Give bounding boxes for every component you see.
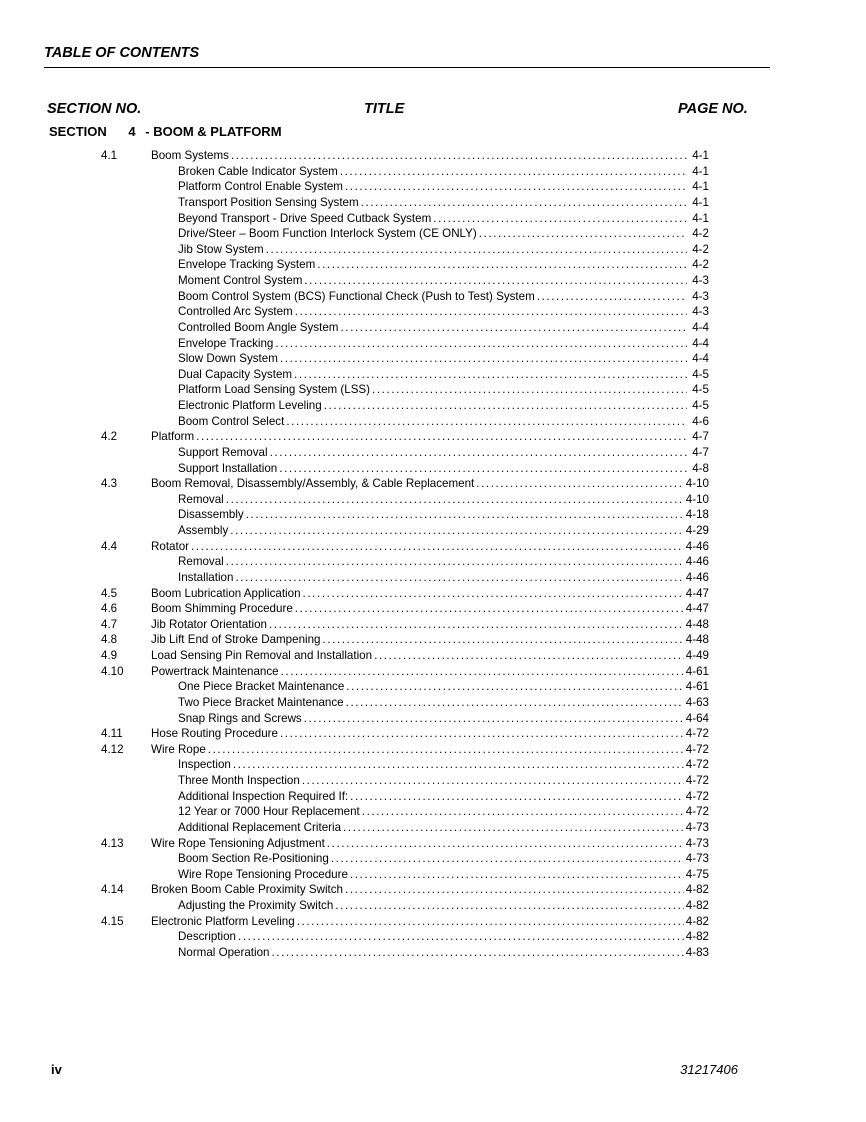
dot-leader <box>280 726 684 742</box>
toc-entry-page[interactable]: 4-4 <box>692 336 709 350</box>
toc-entry-page[interactable]: 4-4 <box>692 352 709 366</box>
toc-entry-title[interactable]: Boom Section Re-Positioning <box>178 852 329 866</box>
dot-leader <box>281 664 684 680</box>
toc-entry-page[interactable]: 4-82 <box>685 883 709 897</box>
dot-leader <box>317 257 687 273</box>
dot-leader <box>479 226 687 242</box>
toc-entry-line <box>178 445 709 461</box>
toc-entry-title[interactable]: Installation <box>178 570 234 584</box>
toc-entry[interactable] <box>0 601 866 617</box>
toc-entry-line <box>178 820 709 836</box>
toc-entry-line <box>151 664 709 680</box>
toc-entry[interactable] <box>0 898 866 914</box>
toc-entry-title[interactable]: Envelope Tracking System <box>178 258 316 272</box>
dot-leader <box>233 757 684 773</box>
dot-leader <box>196 429 687 445</box>
toc-entry-page[interactable]: 4-5 <box>692 367 709 381</box>
toc-entry-page[interactable]: 4-7 <box>692 445 709 459</box>
toc-entry-page[interactable]: 4-1 <box>692 180 709 194</box>
toc-entry-title[interactable]: Electronic Platform Leveling <box>151 914 295 928</box>
toc-entry[interactable] <box>0 679 866 695</box>
toc-entry-title[interactable]: Boom Control System (BCS) Functional Check (Push to Test) System <box>178 289 535 303</box>
toc-entry-line <box>151 742 709 758</box>
header-rule <box>44 67 770 68</box>
toc-entry-page[interactable]: 4-72 <box>685 758 709 772</box>
toc-entry-line <box>178 711 709 727</box>
toc-entry-page[interactable]: 4-72 <box>685 742 709 756</box>
toc-entry-line <box>178 554 709 570</box>
toc-entry[interactable] <box>0 273 866 289</box>
toc-entry[interactable] <box>0 476 866 492</box>
toc-entry[interactable] <box>0 726 866 742</box>
toc-entry-page[interactable]: 4-64 <box>685 711 709 725</box>
toc-entry-page[interactable]: 4-5 <box>692 399 709 412</box>
toc-entry[interactable] <box>0 211 866 227</box>
footer-doc-number: 31217406 <box>680 1062 738 1077</box>
dot-leader <box>231 148 687 164</box>
dot-leader <box>433 211 687 227</box>
toc-entry-page[interactable]: 4-49 <box>685 649 709 662</box>
toc-entry[interactable] <box>0 226 866 242</box>
dot-leader <box>295 601 684 617</box>
toc-entry[interactable] <box>0 414 866 430</box>
dot-leader <box>238 929 684 945</box>
toc-entry[interactable] <box>0 554 866 570</box>
toc-entry[interactable] <box>0 929 866 945</box>
dot-leader <box>340 164 687 180</box>
toc-entry-number: 4.10 <box>101 664 124 678</box>
toc-entry-line <box>178 570 709 586</box>
toc-entry-line <box>151 914 709 930</box>
toc-entry-page[interactable]: 4-61 <box>685 680 709 694</box>
toc-entry-number: 4.3 <box>101 477 118 491</box>
section-heading <box>49 124 282 139</box>
toc-entry[interactable] <box>0 257 866 273</box>
toc-entry-title[interactable]: Additional Inspection Required If: <box>178 789 349 803</box>
toc-entry[interactable] <box>0 664 866 680</box>
toc-entry[interactable] <box>0 445 866 461</box>
dot-leader <box>340 320 687 336</box>
toc-entry[interactable] <box>0 570 866 586</box>
section-number: 4 <box>128 124 136 139</box>
toc-entry-title[interactable]: Rotator <box>151 539 190 553</box>
toc-entry-page[interactable]: 4-7 <box>692 430 709 444</box>
section-label: SECTION <box>49 124 107 139</box>
toc-entry-line <box>151 882 709 898</box>
toc-entry-page[interactable]: 4-48 <box>685 617 709 631</box>
toc-entry-page[interactable]: 4-73 <box>685 852 709 866</box>
toc-entry-page[interactable]: 4-4 <box>692 320 709 334</box>
dot-leader <box>272 945 684 961</box>
toc-entry-page[interactable]: 4-2 <box>692 242 709 256</box>
column-heading-section-no: SECTION NO. <box>47 101 142 117</box>
column-heading-page-no: PAGE NO. <box>678 101 748 117</box>
toc-entry-line <box>178 507 709 523</box>
toc-entry-page[interactable]: 4-46 <box>685 555 709 569</box>
dot-leader <box>286 414 687 430</box>
toc-entry[interactable] <box>0 336 866 352</box>
toc-entry[interactable] <box>0 836 866 852</box>
toc-entry[interactable] <box>0 695 866 711</box>
toc-entry-line <box>178 226 709 242</box>
toc-entry[interactable] <box>0 820 866 836</box>
dot-leader <box>324 398 687 414</box>
toc-entry[interactable] <box>0 914 866 930</box>
toc-entry[interactable] <box>0 195 866 211</box>
toc-entry-line <box>178 242 709 258</box>
toc-entry-number: 4.1 <box>101 149 118 162</box>
toc-entry-line <box>178 492 709 508</box>
toc-entry-page[interactable]: 4-82 <box>685 899 709 912</box>
column-heading-title: TITLE <box>364 101 405 117</box>
toc-entry-title[interactable]: Boom Systems <box>151 149 229 162</box>
toc-entry-line <box>178 179 709 195</box>
toc-entry-line <box>178 414 709 430</box>
toc-entry[interactable] <box>0 711 866 727</box>
dot-leader <box>294 367 687 383</box>
dot-leader <box>345 882 684 898</box>
toc-entry-line <box>178 382 709 398</box>
dot-leader <box>362 804 684 820</box>
dot-leader <box>343 820 684 836</box>
toc-entry-line <box>178 304 709 320</box>
toc-entry-page[interactable]: 4-29 <box>685 524 709 537</box>
toc-entry-title[interactable]: Disassembly <box>178 508 244 522</box>
toc-entry-title[interactable]: Jib Lift End of Stroke Dampening <box>151 633 321 647</box>
toc-entry-page[interactable]: 4-1 <box>692 211 709 225</box>
toc-entry[interactable] <box>0 304 866 320</box>
toc-entry-line <box>151 617 709 633</box>
toc-entry-title[interactable]: Transport Position Sensing System <box>178 195 359 209</box>
toc-entry-page[interactable]: 4-5 <box>692 383 709 397</box>
toc-entry-number: 4.14 <box>101 883 124 897</box>
toc-entry[interactable] <box>0 539 866 555</box>
dot-leader <box>331 851 684 867</box>
toc-entry[interactable] <box>0 648 866 664</box>
dot-leader <box>270 445 687 461</box>
toc-entry[interactable] <box>0 492 866 508</box>
toc-entry-title[interactable]: Inspection <box>178 758 231 772</box>
toc-entry-title[interactable]: Hose Routing Procedure <box>151 727 278 741</box>
toc-entry-title[interactable]: Platform Load Sensing System (LSS) <box>178 383 371 397</box>
toc-entry-line <box>151 726 709 742</box>
toc-entry[interactable] <box>0 632 866 648</box>
dot-leader <box>208 742 684 758</box>
dot-leader <box>537 289 687 305</box>
toc-entry-title[interactable]: Envelope Tracking <box>178 336 274 350</box>
toc-entry[interactable] <box>0 351 866 367</box>
toc-entry-page[interactable]: 4-10 <box>685 492 709 506</box>
dot-leader <box>304 711 684 727</box>
toc-entry[interactable] <box>0 757 866 773</box>
dot-leader <box>275 336 687 352</box>
dot-leader <box>226 492 684 508</box>
dot-leader <box>191 539 684 555</box>
dot-leader <box>346 679 684 695</box>
toc-entry-line <box>178 945 709 961</box>
toc-entry-title[interactable]: Assembly <box>178 524 229 537</box>
toc-entry-title[interactable]: Controlled Arc System <box>178 305 293 319</box>
toc-entry-page[interactable]: 4-72 <box>685 805 709 819</box>
dot-leader <box>327 836 684 852</box>
toc-entry-title[interactable]: Slow Down System <box>178 352 278 366</box>
toc-entry[interactable] <box>0 867 866 883</box>
toc-entry-number: 4.15 <box>101 914 124 928</box>
toc-entry-page[interactable]: 4-46 <box>685 570 709 584</box>
toc-entry-page[interactable]: 4-3 <box>692 305 709 319</box>
toc-entry-page[interactable]: 4-75 <box>685 867 709 881</box>
toc-entry-line <box>151 539 709 555</box>
toc-entry-number: 4.12 <box>101 742 124 756</box>
toc-entry[interactable] <box>0 773 866 789</box>
toc-entry-line <box>151 601 709 617</box>
toc-entry-page[interactable]: 4-6 <box>692 414 709 428</box>
toc-entry-line <box>151 648 709 664</box>
toc-entry-line <box>178 929 709 945</box>
dot-leader <box>346 695 684 711</box>
toc-entry[interactable] <box>0 367 866 383</box>
toc-entry-page[interactable]: 4-1 <box>692 164 709 178</box>
toc-entry-page[interactable]: 4-72 <box>685 789 709 803</box>
toc-entry-line <box>151 836 709 852</box>
toc-entry-page[interactable]: 4-2 <box>692 258 709 272</box>
toc-entry-line <box>178 211 709 227</box>
toc-entry[interactable] <box>0 289 866 305</box>
toc-entry-line <box>151 429 709 445</box>
toc-entry-number: 4.5 <box>101 586 118 600</box>
toc-entry-title[interactable]: Controlled Boom Angle System <box>178 320 339 334</box>
dot-leader <box>345 179 687 195</box>
toc-entry-title[interactable]: Removal <box>178 492 224 506</box>
toc-entry[interactable] <box>0 742 866 758</box>
toc-entry-line <box>178 367 709 383</box>
toc-entry-line <box>178 351 709 367</box>
dot-leader <box>323 632 684 648</box>
footer-page-label: iv <box>51 1062 62 1077</box>
toc-entry-line <box>151 632 709 648</box>
toc-entry-title[interactable]: Platform <box>151 430 195 444</box>
toc-entry-page[interactable]: 4-1 <box>692 149 709 162</box>
toc-entry-title[interactable]: Removal <box>178 555 224 569</box>
dot-leader <box>266 242 687 258</box>
toc-entry-line <box>151 476 709 492</box>
dot-leader <box>279 461 687 477</box>
toc-entry-number: 4.4 <box>101 539 118 553</box>
toc-entry-line <box>151 586 709 602</box>
dot-leader <box>302 773 684 789</box>
toc-entry-page[interactable]: 4-72 <box>685 727 709 741</box>
dot-leader <box>303 586 684 602</box>
dot-leader <box>226 554 684 570</box>
toc-entry[interactable] <box>0 804 866 820</box>
toc-entry-line <box>178 695 709 711</box>
toc-entry-line <box>178 164 709 180</box>
dot-leader <box>350 867 684 883</box>
toc-entry-line <box>178 336 709 352</box>
toc-entry-line <box>178 320 709 336</box>
toc-entry-title[interactable]: Boom Shimming Procedure <box>151 602 293 616</box>
toc-entry-title[interactable]: Powertrack Maintenance <box>151 664 279 678</box>
toc-entry-line <box>178 757 709 773</box>
toc-entry-page[interactable]: 4-73 <box>685 836 709 850</box>
toc-entry-title[interactable]: Boom Lubrication Application <box>151 586 301 600</box>
toc-entry-title[interactable]: Description <box>178 930 236 944</box>
toc-entry-page[interactable]: 4-73 <box>685 820 709 834</box>
toc-entry-number: 4.6 <box>101 602 118 616</box>
toc-entry-line <box>178 273 709 289</box>
toc-entry-title[interactable]: Adjusting the Proximity Switch <box>178 899 334 912</box>
toc-entry-page[interactable]: 4-3 <box>692 274 709 287</box>
toc-entry-title[interactable]: Drive/Steer – Boom Function Interlock System (CE ONLY) <box>178 227 477 241</box>
toc-entry-title[interactable]: Boom Removal, Disassembly/Assembly, & Cable Replacement <box>151 477 475 491</box>
toc-entry-title[interactable]: Support Installation <box>178 461 278 475</box>
dot-leader <box>269 617 684 633</box>
toc-entry-page[interactable]: 4-47 <box>685 586 709 600</box>
toc-entry-line <box>178 789 709 805</box>
toc-entry-page[interactable]: 4-10 <box>685 477 709 491</box>
toc-entry[interactable] <box>0 882 866 898</box>
toc-entry[interactable] <box>0 179 866 195</box>
toc-entry-page[interactable]: 4-48 <box>685 633 709 647</box>
toc-entry-title[interactable]: Wire Rope Tensioning Adjustment <box>151 836 325 850</box>
toc-entry-page[interactable]: 4-72 <box>685 774 709 787</box>
toc-entry-title[interactable]: Wire Rope Tensioning Procedure <box>178 867 348 881</box>
dot-leader <box>230 523 684 539</box>
toc-entry-line <box>178 461 709 477</box>
toc-entry-title[interactable]: Snap Rings and Screws <box>178 711 302 725</box>
toc-entry[interactable] <box>0 242 866 258</box>
toc-entry-title[interactable]: Load Sensing Pin Removal and Installation <box>151 649 373 662</box>
toc-entry[interactable] <box>0 617 866 633</box>
toc-entry-line <box>178 898 709 914</box>
toc-entry-title[interactable]: Jib Rotator Orientation <box>151 617 267 631</box>
toc-entry-page[interactable]: 4-63 <box>685 695 709 709</box>
toc-entry-title[interactable]: Two Piece Bracket Maintenance <box>178 695 344 709</box>
toc-entry[interactable] <box>0 429 866 445</box>
dot-leader <box>297 914 684 930</box>
toc-entry-title[interactable]: Moment Control System <box>178 274 303 287</box>
dot-leader <box>295 304 687 320</box>
toc-entry-line <box>178 867 709 883</box>
toc-entry-title[interactable]: Additional Replacement Criteria <box>178 820 342 834</box>
toc-entry-title[interactable]: Broken Cable Indicator System <box>178 164 338 178</box>
toc-entry-number: 4.13 <box>101 836 124 850</box>
toc-entry-line <box>151 148 709 164</box>
toc-entry-page[interactable]: 4-46 <box>685 539 709 553</box>
toc-entry-title[interactable]: Platform Control Enable System <box>178 180 343 194</box>
toc-entry[interactable] <box>0 851 866 867</box>
toc-entry-title[interactable]: Broken Boom Cable Proximity Switch <box>151 883 344 897</box>
dot-leader <box>235 570 683 586</box>
toc-list <box>0 148 866 961</box>
toc-entry[interactable] <box>0 523 866 539</box>
toc-entry-title[interactable]: One Piece Bracket Maintenance <box>178 680 345 694</box>
toc-entry[interactable] <box>0 945 866 961</box>
toc-entry-page[interactable]: 4-83 <box>685 945 709 959</box>
toc-entry-line <box>178 523 709 539</box>
toc-entry[interactable] <box>0 164 866 180</box>
toc-entry[interactable] <box>0 461 866 477</box>
toc-entry[interactable] <box>0 382 866 398</box>
toc-entry-line <box>178 851 709 867</box>
toc-entry-page[interactable]: 4-47 <box>685 602 709 616</box>
toc-entry-title[interactable]: Boom Control Select <box>178 414 285 428</box>
toc-entry-title[interactable]: Support Removal <box>178 445 268 459</box>
dot-leader <box>304 273 687 289</box>
toc-entry-page[interactable]: 4-8 <box>692 461 709 475</box>
toc-entry-title[interactable]: 12 Year or 7000 Hour Replacement <box>178 805 360 819</box>
dot-leader <box>280 351 687 367</box>
dot-leader <box>374 648 684 664</box>
toc-entry-number: 4.11 <box>101 727 123 741</box>
toc-entry[interactable] <box>0 320 866 336</box>
toc-entry-line <box>178 257 709 273</box>
toc-entry-title[interactable]: Three Month Inspection <box>178 774 300 787</box>
toc-entry[interactable] <box>0 789 866 805</box>
toc-entry-page[interactable]: 4-3 <box>692 289 709 303</box>
toc-entry-title[interactable]: Wire Rope <box>151 742 206 756</box>
toc-entry-page[interactable]: 4-82 <box>685 914 709 928</box>
section-title: - BOOM & PLATFORM <box>145 124 282 139</box>
dot-leader <box>350 789 684 805</box>
toc-entry-line <box>178 773 709 789</box>
toc-entry-number: 4.8 <box>101 633 118 647</box>
dot-leader <box>246 507 684 523</box>
toc-entry-number: 4.9 <box>101 649 118 662</box>
toc-entry-page[interactable]: 4-18 <box>685 508 709 522</box>
toc-entry-title[interactable]: Jib Stow System <box>178 242 264 256</box>
toc-entry-line <box>178 679 709 695</box>
toc-entry-title[interactable]: Dual Capacity System <box>178 367 293 381</box>
toc-entry-page[interactable]: 4-2 <box>692 227 709 241</box>
toc-entry-page[interactable]: 4-82 <box>685 930 709 944</box>
page-title: TABLE OF CONTENTS <box>44 45 200 61</box>
toc-entry-line <box>178 195 709 211</box>
toc-entry[interactable] <box>0 398 866 414</box>
dot-leader <box>335 898 683 914</box>
toc-entry-title[interactable]: Electronic Platform Leveling <box>178 399 322 412</box>
toc-entry[interactable] <box>0 586 866 602</box>
toc-entry-line <box>178 804 709 820</box>
toc-entry-page[interactable]: 4-61 <box>685 664 709 678</box>
dot-leader <box>361 195 687 211</box>
toc-entry-number: 4.7 <box>101 617 118 631</box>
toc-entry-line <box>178 398 709 414</box>
toc-entry-page[interactable]: 4-1 <box>692 195 709 209</box>
dot-leader <box>476 476 684 492</box>
toc-entry[interactable] <box>0 148 866 164</box>
dot-leader <box>372 382 687 398</box>
toc-entry-line <box>178 289 709 305</box>
toc-entry-number: 4.2 <box>101 430 118 444</box>
toc-entry-title[interactable]: Normal Operation <box>178 945 270 959</box>
toc-entry[interactable] <box>0 507 866 523</box>
toc-entry-title[interactable]: Beyond Transport - Drive Speed Cutback System <box>178 211 432 225</box>
